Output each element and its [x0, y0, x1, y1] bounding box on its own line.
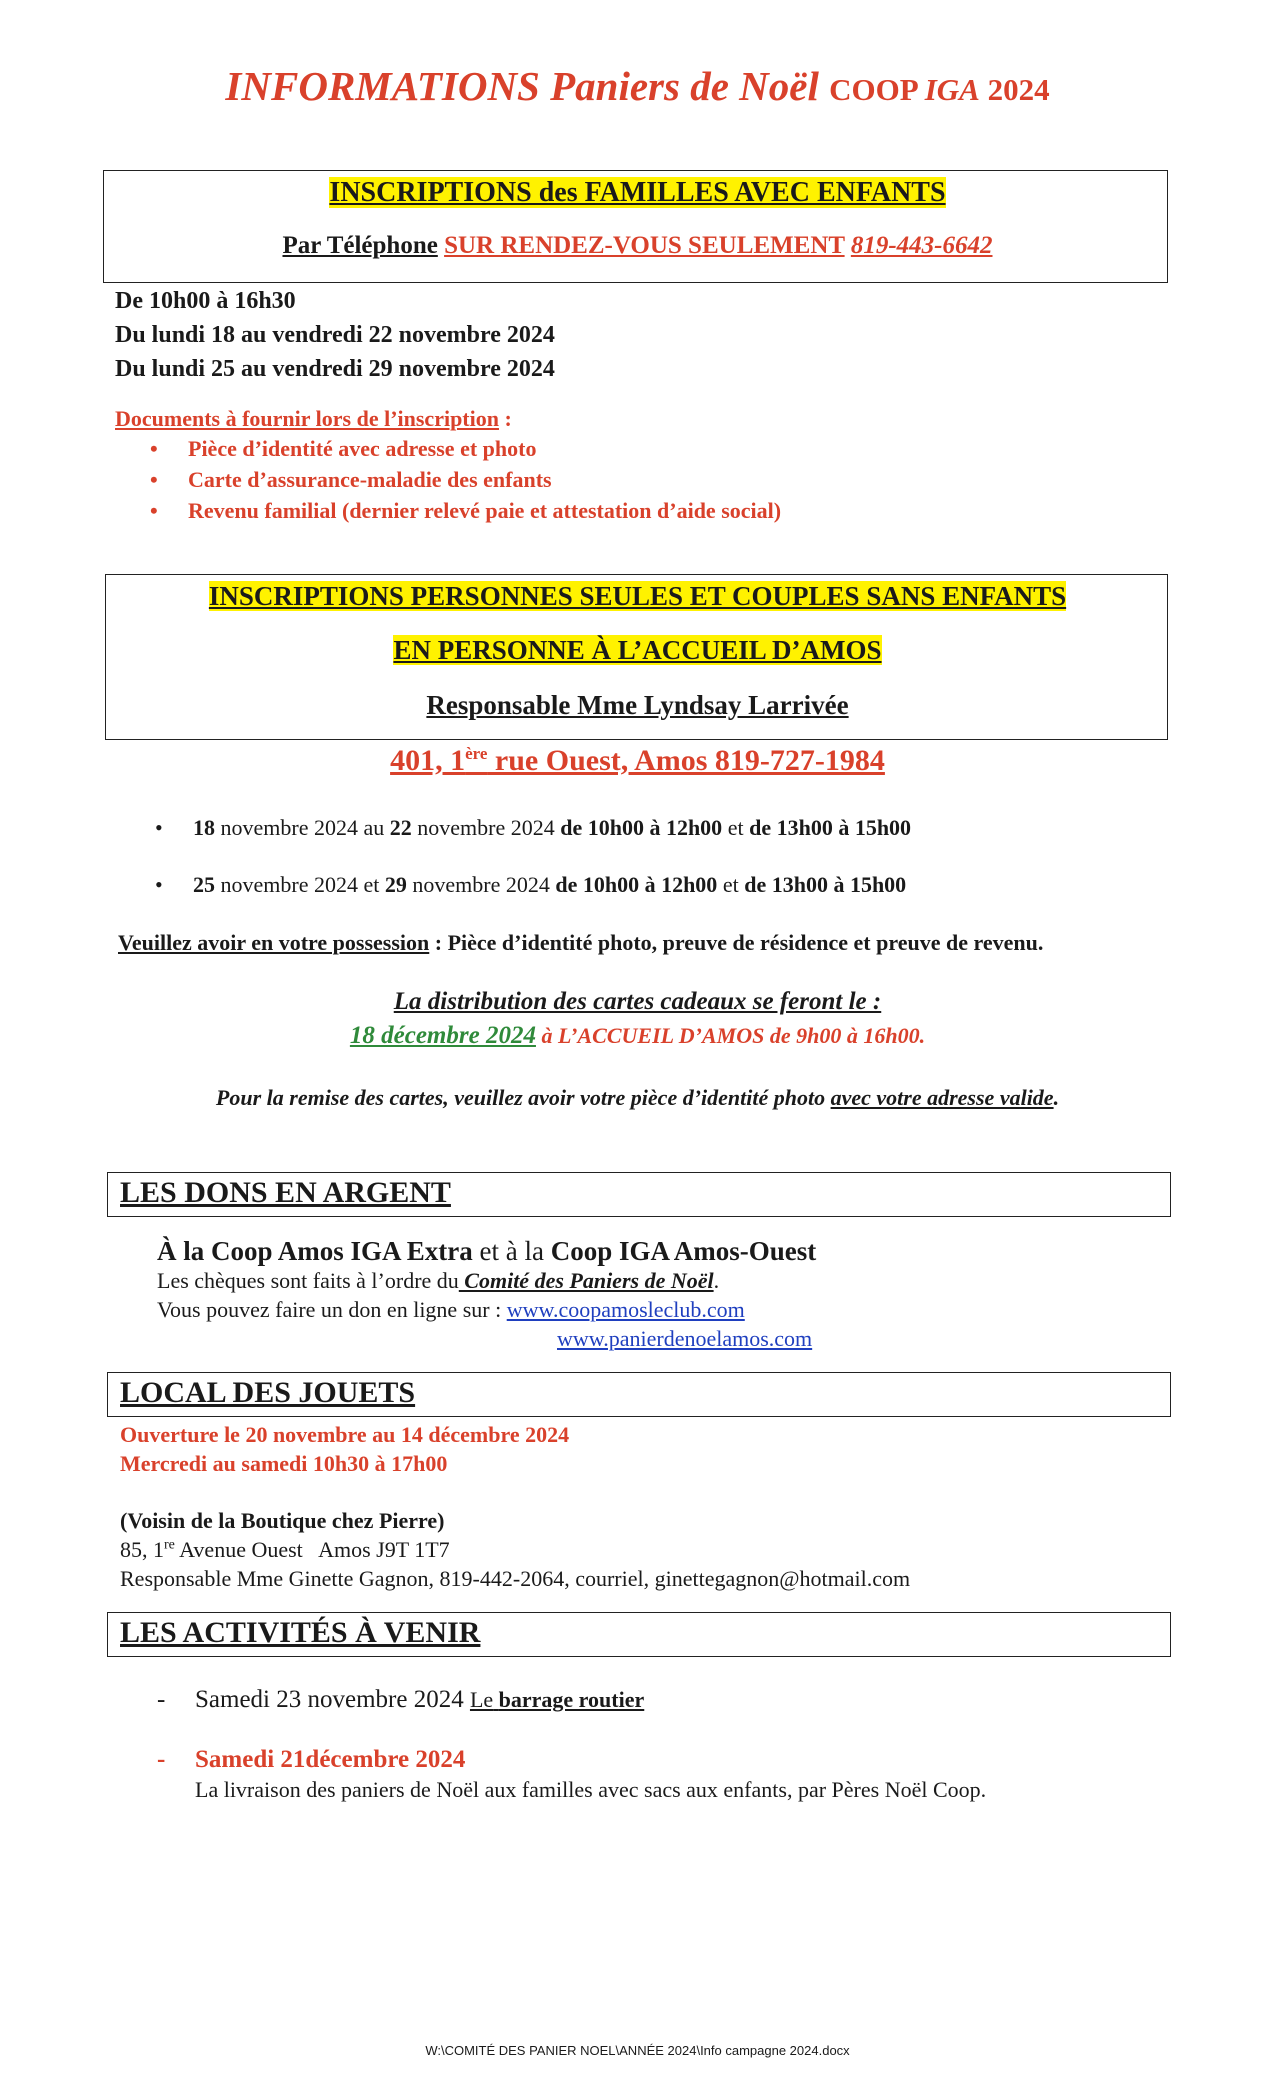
phone-rdv: SUR RENDEZ-VOUS SEULEMENT: [444, 232, 845, 259]
title-year: 2024: [987, 72, 1050, 107]
singles-address: [0, 744, 1275, 778]
cheque-text: Les chèques sont faits à l’ordre du: [157, 1268, 459, 1293]
distribution-text: La distribution des cartes cadeaux se feront le :: [393, 988, 882, 1015]
list-item: • Revenu familial (dernier relevé paie et attestation d’aide social): [150, 495, 781, 526]
cheque-end: .: [713, 1268, 720, 1293]
dons-line-1: [157, 1236, 816, 1267]
families-date-1: Du lundi 18 au vendredi 22 novembre 2024: [115, 322, 555, 348]
phone-prefix: Par Téléphone: [282, 232, 438, 259]
families-phone: [0, 232, 1275, 260]
session-text: novembre 2024 et: [215, 872, 385, 897]
activity-1-le: Le: [469, 1687, 494, 1712]
remise-line: [0, 1085, 1275, 1111]
jouets-neighbor: (Voisin de la Boutique chez Pierre): [120, 1508, 445, 1533]
families-date-2: Du lundi 25 au vendredi 29 novembre 2024: [115, 356, 555, 382]
possession-line: [118, 930, 1043, 956]
responsible-text: Responsable Mme Lyndsay Larrivée: [426, 690, 849, 720]
jouets-days: Mercredi au samedi 10h30 à 17h00: [120, 1451, 448, 1476]
comite-name: Comité des Paniers de Noël: [458, 1268, 714, 1293]
families-heading-text: INSCRIPTIONS des FAMILLES AVEC ENFANTS: [329, 177, 946, 208]
families-hours: De 10h00 à 16h30: [115, 288, 296, 314]
session-1: • 18 novembre 2024 au 22 novembre 2024 de 10h00 à 12h00 et de 13h00 à 15h00: [155, 815, 912, 840]
distribution-date: 18 décembre 2024: [349, 1022, 536, 1049]
address-pre: 401, 1: [390, 744, 466, 777]
session-hours: de 10h00 à 12h00: [560, 815, 723, 840]
docs-colon: :: [498, 406, 512, 431]
jouets-open: Ouverture le 20 novembre au 14 décembre 2024: [120, 1422, 570, 1447]
docs-list: [150, 433, 781, 526]
jouets-contact: Responsable Mme Ginette Gagnon, 819-442-2064, courriel, ginettegagnon@hotmail.com: [120, 1566, 911, 1591]
docs-label-text: Documents à fournir lors de l’inscription: [115, 406, 499, 431]
jouets-addr-pre: 85, 1: [120, 1537, 164, 1562]
jouets-addr-sup: re: [164, 1537, 175, 1553]
families-heading: [0, 177, 1275, 209]
singles-subheading: [0, 635, 1275, 666]
session-2: • 25 novembre 2024 et 29 novembre 2024 de 10h00 à 12h00 et de 13h00 à 15h00: [155, 872, 907, 897]
activites-heading: LES ACTIVITÉS À VENIR: [120, 1616, 481, 1649]
activity-1-date: Samedi 23 novembre 2024: [195, 1686, 464, 1713]
singles-heading: [0, 581, 1275, 612]
session-day: 22: [389, 815, 412, 840]
dons-connector: et à la: [472, 1236, 551, 1266]
panier-link[interactable]: www.panierdenoelamos.com: [557, 1326, 813, 1351]
dons-heading: LES DONS EN ARGENT: [120, 1176, 451, 1209]
dons-store-2: Coop IGA Amos-Ouest: [550, 1236, 817, 1266]
session-text: et: [717, 872, 745, 897]
page-title: [0, 62, 1275, 110]
dons-line-2: [157, 1268, 719, 1294]
distribution-place: à L’ACCUEIL D’AMOS: [535, 1023, 765, 1048]
remise-text: Pour la remise des cartes, veuillez avoir votre pièce d’identité photo: [215, 1085, 831, 1110]
session-hours: de 13h00 à 15h00: [744, 872, 907, 897]
session-text: novembre 2024 au: [215, 815, 390, 840]
distribution-line-2: [0, 1022, 1275, 1050]
dons-line-3: [157, 1297, 745, 1323]
singles-subheading-text: EN PERSONNE À L’ACCUEIL D’AMOS: [393, 635, 882, 665]
session-hours: de 10h00 à 12h00: [555, 872, 718, 897]
activity-1-event: barrage routier: [498, 1687, 645, 1712]
remise-underlined: avec votre adresse valide: [830, 1085, 1054, 1110]
session-text: et: [722, 815, 750, 840]
jouets-heading: LOCAL DES JOUETS: [120, 1376, 416, 1409]
singles-responsible: [0, 690, 1275, 721]
session-day: 25: [193, 872, 215, 897]
coop-link[interactable]: www.coopamosleclub.com: [506, 1297, 745, 1322]
distribution-line-1: [0, 988, 1275, 1016]
possession-text: : Pièce d’identité photo, preuve de résidence et preuve de revenu.: [429, 930, 1044, 955]
activity-1: - Samedi 23 novembre 2024 Le barrage routier: [157, 1686, 645, 1713]
possession-label: Veuillez avoir en votre possession: [118, 930, 430, 955]
session-day: 29: [384, 872, 407, 897]
distribution-hours: de 9h00 à 16h00.: [764, 1023, 926, 1048]
address-sup: ère: [465, 744, 488, 763]
activity-2-date: Samedi 21décembre 2024: [195, 1746, 466, 1773]
session-day: 18: [193, 815, 215, 840]
remise-end: .: [1053, 1085, 1060, 1110]
file-path-footer: W:\COMITÉ DES PANIER NOEL\ANNÉE 2024\Info campagne 2024.docx: [425, 2043, 850, 2058]
list-item: • Pièce d’identité avec adresse et photo: [150, 433, 781, 464]
phone-number: 819-443-6642: [850, 232, 993, 259]
dons-store-1: À la Coop Amos IGA Extra: [157, 1236, 473, 1266]
jouets-addr-post: Avenue Ouest Amos J9T 1T7: [174, 1537, 450, 1562]
session-text: novembre 2024: [406, 872, 556, 897]
session-text: novembre 2024: [411, 815, 561, 840]
session-hours: de 13h00 à 15h00: [749, 815, 912, 840]
online-text: Vous pouvez faire un don en ligne sur :: [157, 1297, 507, 1322]
activity-2-desc: La livraison des paniers de Noël aux familles avec sacs aux enfants, par Pères Noël Coop.: [195, 1777, 987, 1802]
docs-label: [115, 406, 512, 432]
jouets-address: [120, 1537, 450, 1563]
title-coop: COOP: [829, 72, 917, 107]
address-post: rue Ouest, Amos 819-727-1984: [487, 744, 885, 777]
list-item: • Carte d’assurance-maladie des enfants: [150, 464, 781, 495]
title-iga: IGA: [924, 72, 980, 107]
title-main: INFORMATIONS Paniers de Noël: [225, 63, 819, 109]
singles-heading-text: INSCRIPTIONS PERSONNES SEULES ET COUPLES SANS ENFANTS: [208, 581, 1067, 611]
activity-2: - Samedi 21décembre 2024: [157, 1746, 466, 1773]
